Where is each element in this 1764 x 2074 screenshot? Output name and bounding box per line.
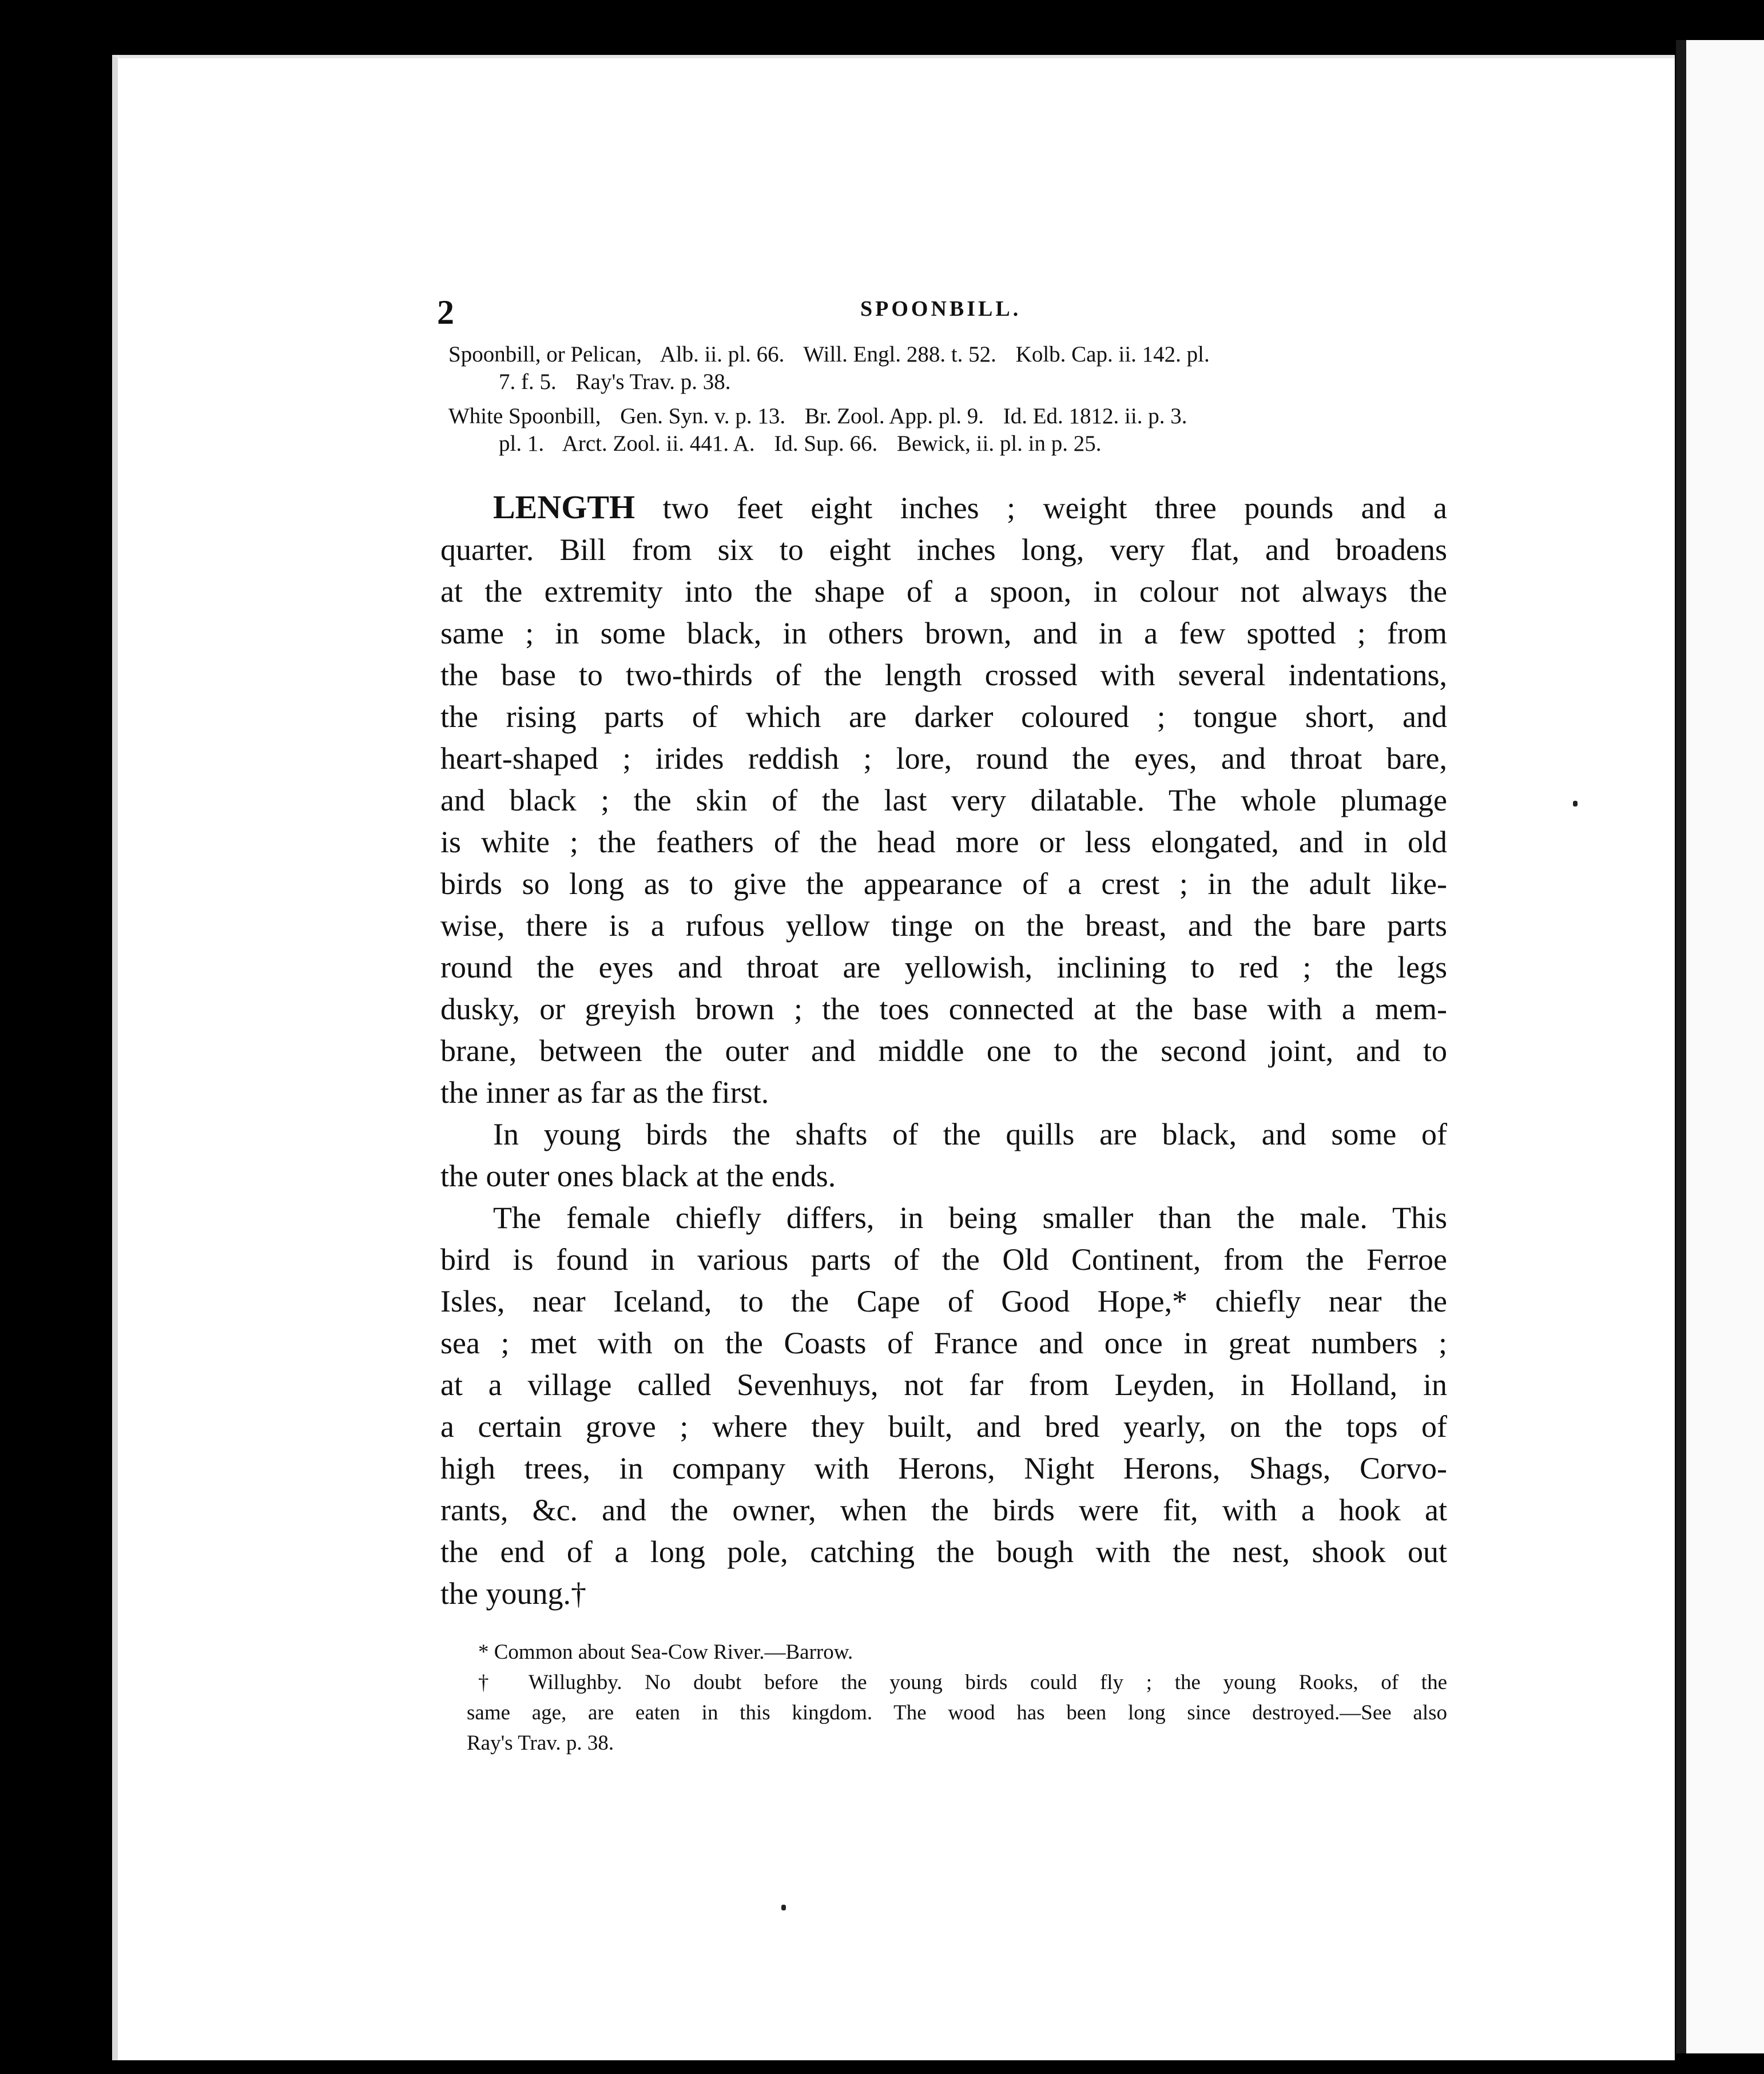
text-line: high trees, in company with Herons, Night Herons, Shags, Corvo- [440, 1451, 1447, 1485]
synonymy-line [448, 403, 1444, 430]
synonymy-entry [448, 341, 1444, 396]
text-line: at the extremity into the shape of a spoon, in colour not always the [440, 574, 1447, 609]
running-head [437, 293, 1552, 333]
synonym-reference: Bewick, ii. pl. in p. 25. [897, 431, 1102, 456]
lead-word: LENGTH [493, 488, 635, 526]
text-line: the rising parts of which are darker coloured ; tongue short, and [440, 700, 1447, 734]
text-line: birds so long as to give the appearance of a crest ; in the adult like- [440, 867, 1447, 901]
synonym-reference: Gen. Syn. v. p. 13. [620, 404, 786, 428]
text-line: sea ; met with on the Coasts of France and once in great numbers ; [440, 1326, 1447, 1360]
ink-speck [1573, 801, 1578, 806]
footnote-2-line: † Willughby. No doubt before the young birds could fly ; the young Rooks, of the [478, 1671, 1447, 1694]
text-line: the young.† [440, 1576, 586, 1611]
facing-page-edge [1676, 40, 1764, 2053]
synonymy-line [448, 430, 1444, 458]
text-line: rants, &c. and the owner, when the birds were fit, with a hook at [440, 1493, 1447, 1527]
text-line: The female chiefly differs, in being smaller than the male. This [493, 1201, 1447, 1235]
synonym-reference: Kolb. Cap. ii. 142. pl. [1015, 342, 1210, 367]
synonymy-block [448, 341, 1444, 464]
text-line: heart-shaped ; irides reddish ; lore, round the eyes, and throat bare, [440, 741, 1447, 776]
synonym-name: White Spoonbill, [448, 404, 601, 428]
text-line: round the eyes and throat are yellowish, inclining to red ; the legs [440, 950, 1447, 984]
synonym-reference: Ray's Trav. p. 38. [575, 369, 731, 394]
synonym-reference: Br. Zool. App. pl. 9. [804, 404, 984, 428]
synonym-reference: Arct. Zool. ii. 441. A. [562, 431, 755, 456]
text-line: the base to two-thirds of the length crossed with several indentations, [440, 658, 1447, 692]
line-text: two feet eight inches ; weight three pounds and a [662, 491, 1447, 525]
synonym-reference: 7. f. 5. [499, 369, 557, 394]
text-line: same ; in some black, in others brown, and in a few spotted ; from [440, 616, 1447, 650]
synonymy-line [448, 341, 1444, 368]
body-text [440, 486, 1447, 1615]
footnote-2-line: Ray's Trav. p. 38. [467, 1731, 614, 1755]
text-line: wise, there is a rufous yellow tinge on the breast, and the bare parts [440, 908, 1447, 943]
text-line: brane, between the outer and middle one to the second joint, and to [440, 1034, 1447, 1068]
text-line: quarter. Bill from six to eight inches long, very flat, and broadens [440, 533, 1447, 567]
synonym-reference: pl. 1. [499, 431, 545, 456]
text-line: and black ; the skin of the last very dilatable. The whole plumage [440, 783, 1447, 817]
page-number: 2 [437, 293, 454, 331]
text-line: Isles, near Iceland, to the Cape of Good Hope,* chiefly near the [440, 1284, 1447, 1318]
text-line: a certain grove ; where they built, and bred yearly, on the tops of [440, 1409, 1447, 1444]
synonymy-line [448, 368, 1444, 396]
ink-speck [781, 1905, 786, 1910]
text-line: the inner as far as the first. [440, 1075, 769, 1110]
synonym-reference: Id. Sup. 66. [774, 431, 878, 456]
text-line: the end of a long pole, catching the bough with the nest, shook out [440, 1535, 1447, 1569]
synonym-reference: Id. Ed. 1812. ii. p. 3. [1003, 404, 1187, 428]
text-line: the outer ones black at the ends. [440, 1159, 836, 1193]
scan-border [0, 0, 1764, 51]
footnote-1: * Common about Sea-Cow River.—Barrow. [478, 1640, 853, 1664]
synonym-reference: Alb. ii. pl. 66. [659, 342, 785, 367]
synonym-reference: Will. Engl. 288. t. 52. [803, 342, 996, 367]
text-line: is white ; the feathers of the head more or less elongated, and in old [440, 825, 1447, 859]
text-line: at a village called Sevenhuys, not far from Leyden, in Holland, in [440, 1368, 1447, 1402]
footnote-2-line: same age, are eaten in this kingdom. The wood has been long since destroyed.—See also [467, 1701, 1447, 1725]
text-line: dusky, or greyish brown ; the toes connected at the base with a mem- [440, 992, 1447, 1026]
text-line: In young birds the shafts of the quills are black, and some of [493, 1117, 1447, 1151]
synonym-name: Spoonbill, or Pelican, [448, 342, 642, 367]
footnotes [467, 1637, 1447, 1758]
page-title: SPOONBILL. [860, 297, 1022, 321]
text-line [440, 486, 1447, 529]
synonymy-entry [448, 403, 1444, 458]
text-line: bird is found in various parts of the Old Continent, from the Ferroe [440, 1242, 1447, 1277]
